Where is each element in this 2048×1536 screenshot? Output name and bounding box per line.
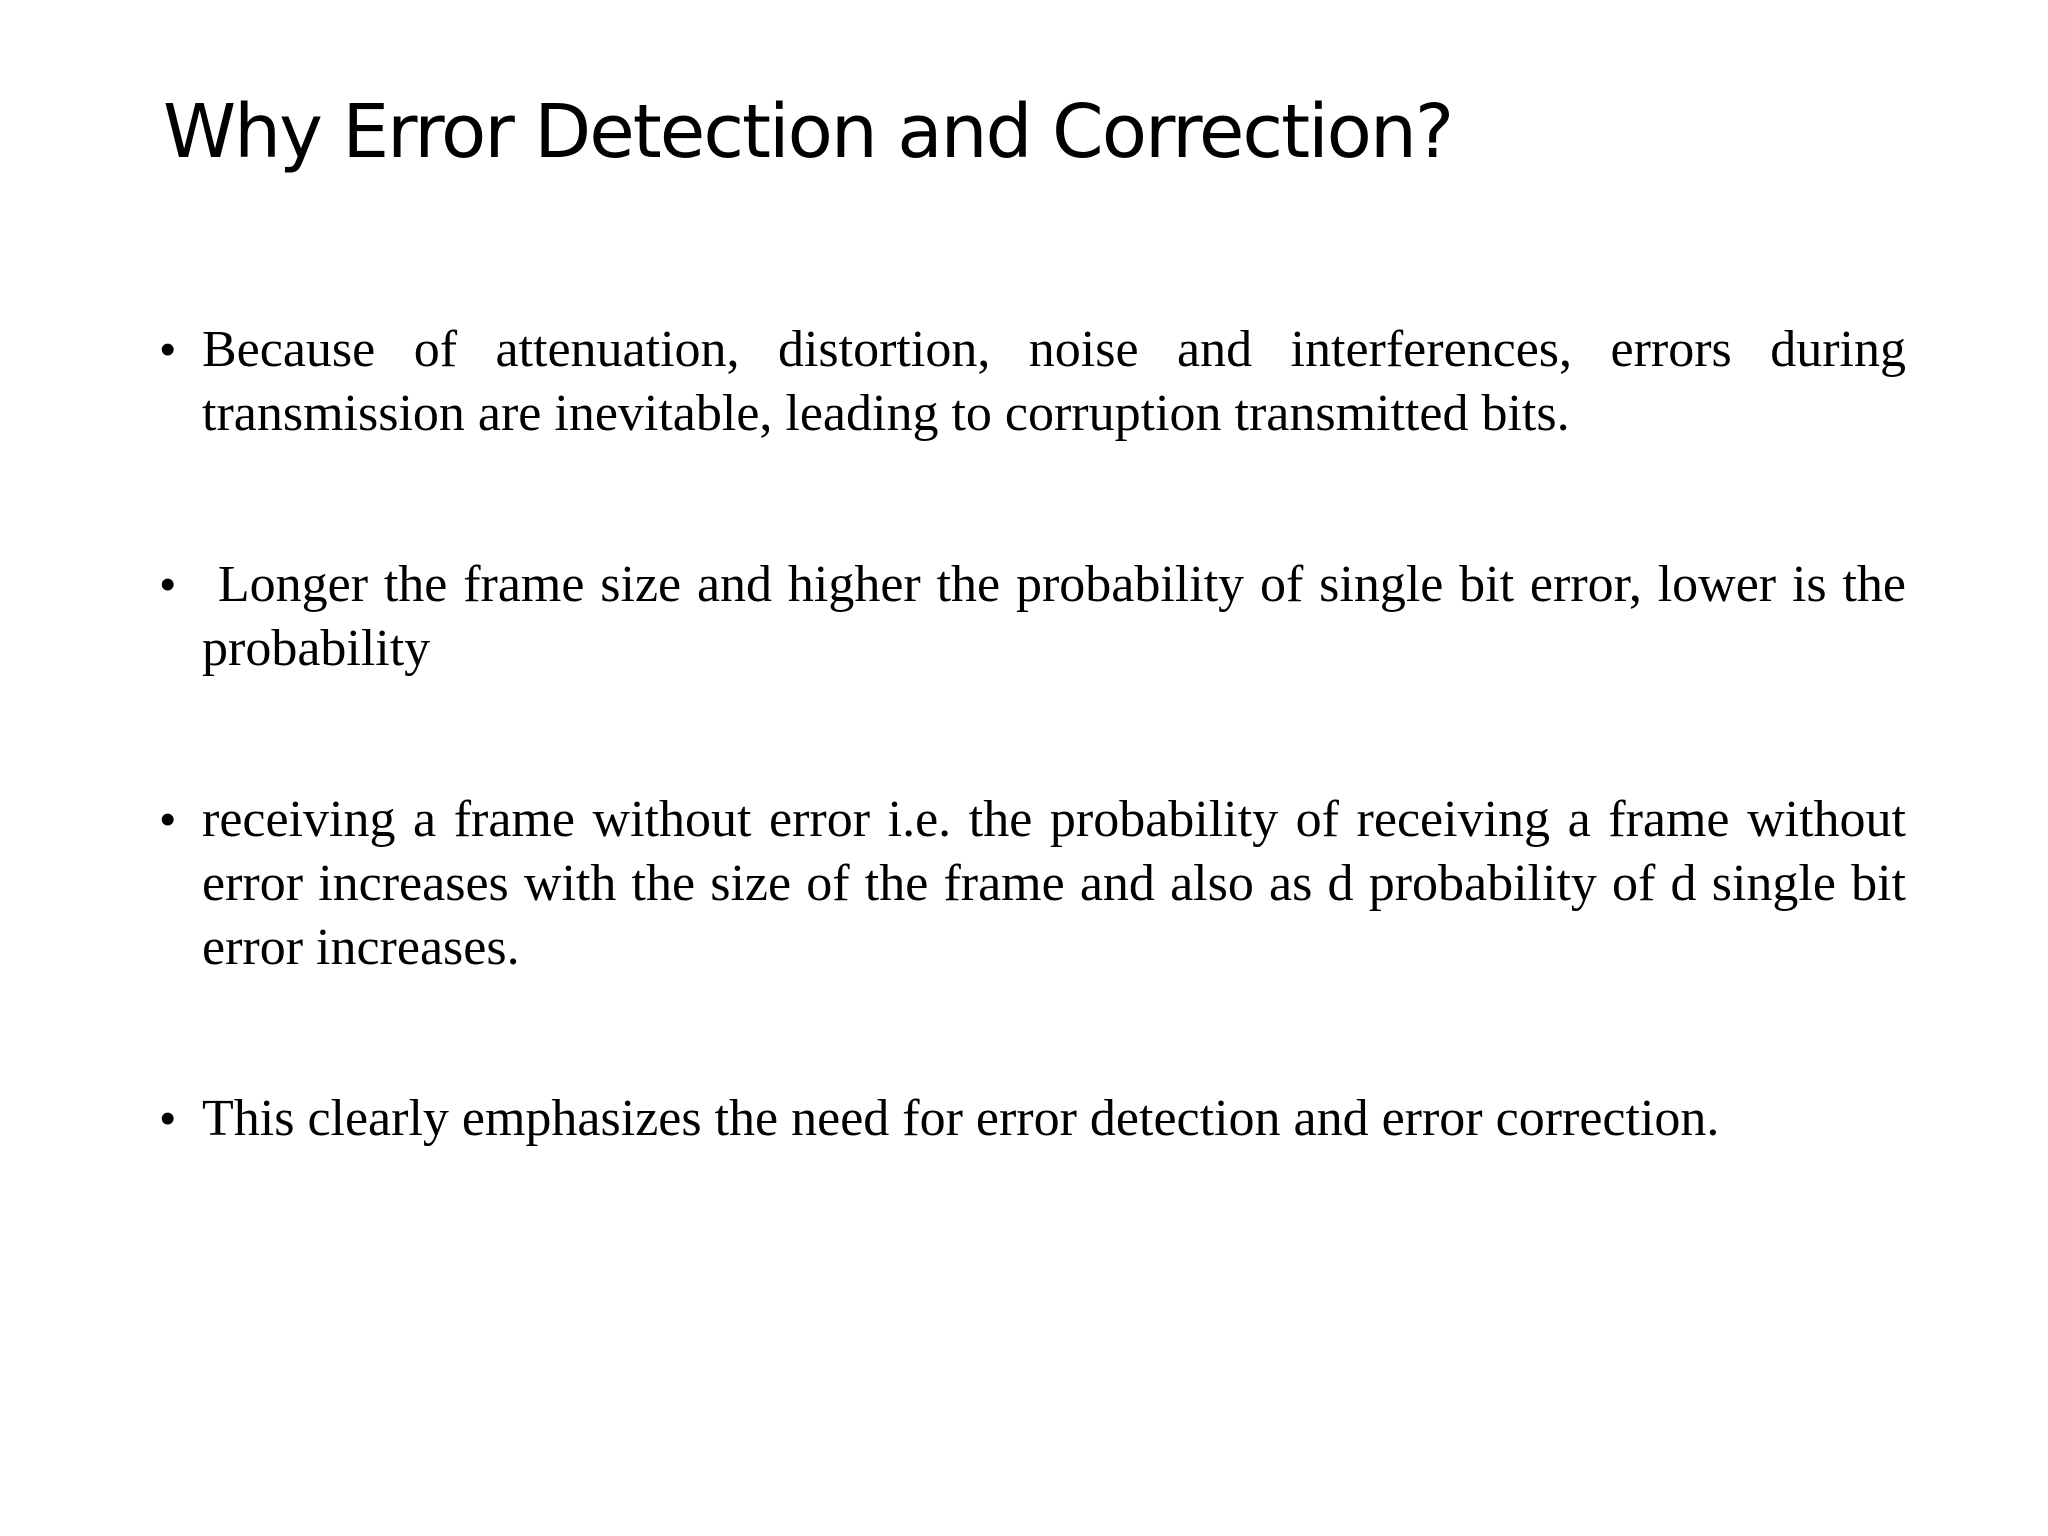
bullet-list [160, 318, 1919, 1151]
bullet-dot-icon: • [160, 1094, 176, 1143]
slide-title: Why Error Detection and Correction? [163, 89, 1453, 175]
bullet-item [160, 1087, 1906, 1151]
bullet-item [160, 788, 1906, 980]
bullet-text: Because of attenuation, distortion, noise and interferences, errors during transmission are inevitable, leading to corruption transmitted bits. [202, 321, 1906, 442]
bullet-dot-icon: • [160, 325, 176, 374]
bullet-text: receiving a frame without error i.e. the probability of receiving a frame without error increases with the size of the frame and also as d probability of d single bit error increases. [202, 791, 1906, 976]
bullet-item [160, 318, 1906, 446]
bullet-dot-icon: • [160, 795, 176, 844]
bullet-item [160, 553, 1919, 681]
bullet-text: This clearly emphasizes the need for error detection and error correction. [202, 1090, 1720, 1147]
bullet-text: Longer the frame size and higher the probability of single bit error, lower is the probability [202, 556, 1919, 677]
bullet-dot-icon: • [160, 560, 176, 609]
